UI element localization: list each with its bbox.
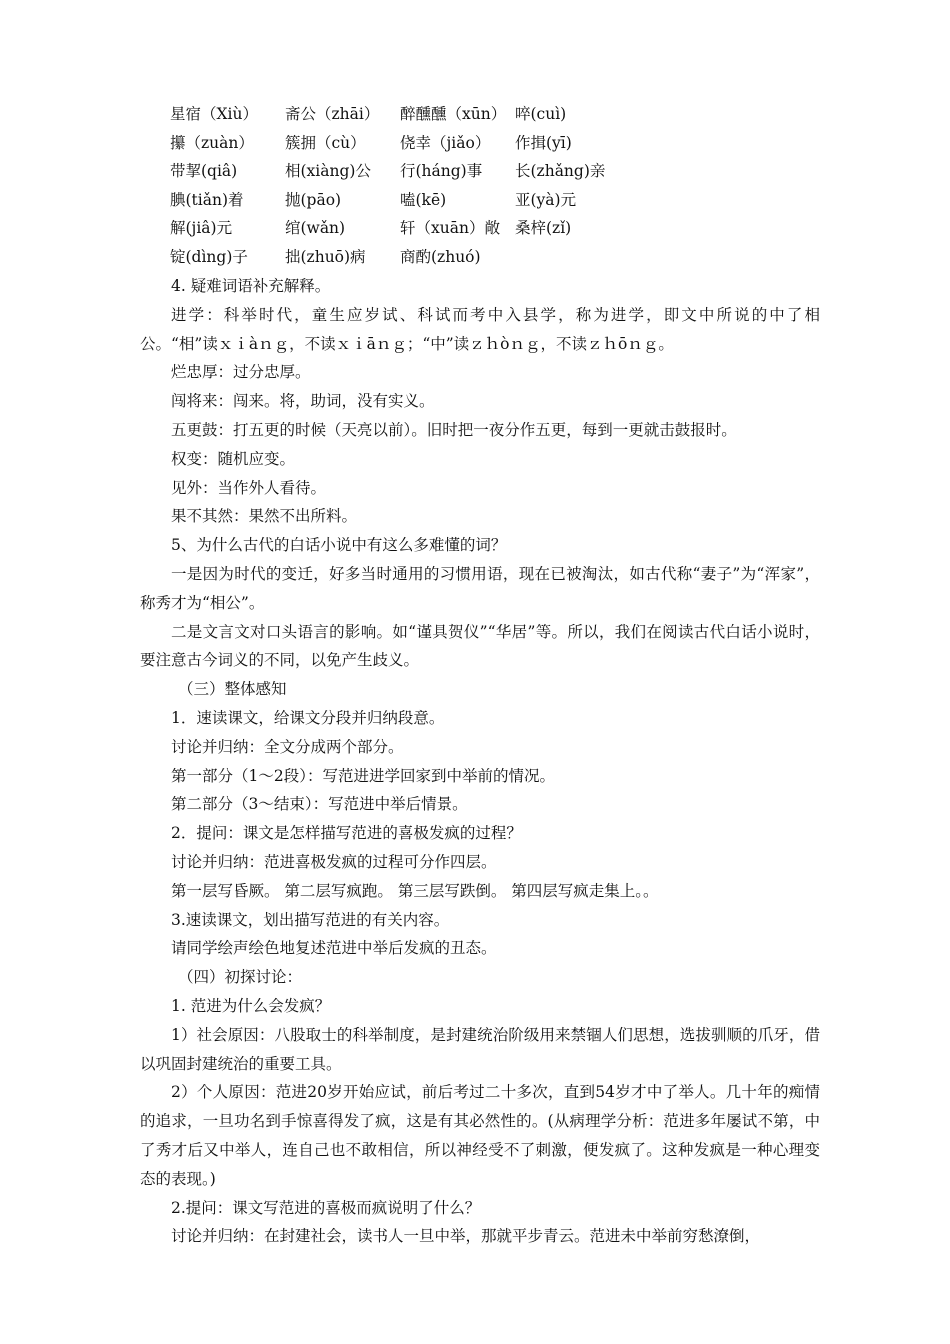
pronunciation-row bbox=[170, 186, 630, 215]
pronunciation-table bbox=[170, 100, 630, 272]
pronunciation-item: 解(jiâ)元 bbox=[170, 219, 233, 238]
pronunciation-row bbox=[170, 214, 630, 243]
paragraph: 1）社会原因：八股取士的科举制度，是封建统治阶级用来禁锢人们思想，选拔驯顺的爪牙，借以巩固封建统治的重要工具。 bbox=[140, 1025, 820, 1073]
pronunciation-item: 星宿（Xiù） bbox=[170, 105, 258, 123]
pronunciation-item: 腆(tiǎn)着 bbox=[170, 190, 244, 209]
paragraph: 5、为什么古代的白话小说中有这么多难懂的词？ bbox=[171, 536, 507, 555]
pronunciation-item: 商酌(zhuó) bbox=[400, 247, 481, 266]
paragraph: 2）个人原因：范进20岁开始应试，前后考过二十多次，直到54岁才中了举人。几十年的痴情的追求，一旦功名到手惊喜得发了疯，这是有其必然性的。(从病理学分析：范进多年屡试不第，中了秀才后又中举人，连自己也不敢相信，所以神经受不了刺激，便发疯了。这种发疯是一种心理变态的表现。) bbox=[140, 1083, 820, 1188]
pronunciation-item: 轩（xuān）敞 bbox=[400, 219, 500, 238]
body-text bbox=[140, 272, 820, 1251]
paragraph: 第一层写昏厥。 第二层写疯跑。 第三层写跌倒。 第四层写疯走集上。。 bbox=[171, 881, 659, 900]
paragraph: 闯将来：闯来。将，助词，没有实义。 bbox=[171, 392, 435, 411]
paragraph: （三）整体感知 bbox=[178, 680, 287, 699]
paragraph: 第一部分（1～2段）：写范进进学回家到中举前的情况。 bbox=[171, 766, 555, 785]
paragraph: 1. 范进为什么会发疯？ bbox=[171, 996, 331, 1015]
paragraph: 2.提问：课文写范进的喜极而疯说明了什么？ bbox=[171, 1198, 481, 1217]
paragraph: 讨论并归纳：在封建社会，读书人一旦中举，那就平步青云。范进未中举前穷愁潦倒， bbox=[171, 1227, 761, 1246]
pronunciation-item: 醉醺醺（xūn） bbox=[400, 105, 507, 123]
paragraph: 五更鼓：打五更的时候（天亮以前）。旧时把一夜分作五更，每到一更就击鼓报时。 bbox=[171, 420, 737, 439]
pronunciation-row bbox=[170, 157, 630, 186]
pronunciation-item: 簇拥（cù） bbox=[285, 133, 366, 152]
pronunciation-item: 相(xiàng)公 bbox=[285, 162, 371, 181]
pronunciation-item: 长(zhǎng)亲 bbox=[515, 162, 606, 181]
pronunciation-item: 斋公（zhāi） bbox=[285, 105, 380, 123]
pronunciation-item: 亚(yà)元 bbox=[515, 190, 577, 209]
pronunciation-item: 绾(wǎn) bbox=[285, 219, 346, 238]
paragraph: 请同学绘声绘色地复述范进中举后发疯的丑态。 bbox=[171, 939, 497, 958]
pronunciation-row bbox=[170, 129, 630, 158]
pronunciation-item: 嗑(kē) bbox=[400, 190, 447, 209]
pronunciation-item: 啐(cuì) bbox=[515, 105, 567, 123]
paragraph: 烂忠厚：过分忠厚。 bbox=[171, 363, 311, 382]
pronunciation-item: 攥（zuàn） bbox=[170, 133, 254, 152]
pronunciation-item: 桑梓(zǐ) bbox=[515, 219, 572, 238]
paragraph: 权变：随机应变。 bbox=[171, 449, 296, 468]
pronunciation-item: 拙(zhuō)病 bbox=[285, 247, 366, 266]
paragraph: 3.速读课文，划出描写范进的有关内容。 bbox=[171, 910, 450, 929]
pronunciation-item: 抛(pāo) bbox=[285, 190, 342, 209]
paragraph: 2．提问：课文是怎样描写范进的喜极发疯的过程？ bbox=[171, 824, 522, 843]
paragraph: 果不其然：果然不出所料。 bbox=[171, 507, 358, 526]
paragraph: 第二部分（3～结束）：写范进中举后情景。 bbox=[171, 795, 468, 814]
pronunciation-row bbox=[170, 100, 630, 129]
pronunciation-item: 侥幸（jiǎo） bbox=[400, 133, 491, 152]
paragraph: 讨论并归纳：全文分成两个部分。 bbox=[171, 737, 404, 756]
paragraph: 见外：当作外人看待。 bbox=[171, 478, 327, 497]
pronunciation-row bbox=[170, 243, 630, 272]
paragraph: 进学：科举时代，童生应岁试、科试而考中入县学，称为进学，即文中所说的中了相公。“相”读ｘｉàｎｇ，不读ｘｉāｎｇ；“中”读ｚｈòｎｇ，不读ｚｈōｎｇ。 bbox=[140, 305, 820, 353]
paragraph: 讨论并归纳：范进喜极发疯的过程可分作四层。 bbox=[171, 852, 497, 871]
pronunciation-item: 带挈(qiâ) bbox=[170, 162, 238, 181]
paragraph: 1．速读课文，给课文分段并归纳段意。 bbox=[171, 708, 445, 727]
pronunciation-item: 行(háng)事 bbox=[400, 162, 483, 181]
paragraph: 二是文言文对口头语言的影响。如“谨具贺仪”“华居”等。所以，我们在阅读古代白话小说时，要注意古今词义的不同，以免产生歧义。 bbox=[140, 622, 820, 670]
paragraph: 4. 疑难词语补充解释。 bbox=[171, 277, 331, 295]
paragraph: 一是因为时代的变迁，好多当时通用的习惯用语，现在已被淘汰，如古代称“妻子”为“浑家”，称秀才为“相公”。 bbox=[140, 564, 820, 612]
pronunciation-item: 作揖(yī) bbox=[515, 133, 572, 152]
paragraph: （四）初探讨论： bbox=[178, 968, 303, 987]
pronunciation-item: 锭(dìng)子 bbox=[170, 247, 248, 266]
